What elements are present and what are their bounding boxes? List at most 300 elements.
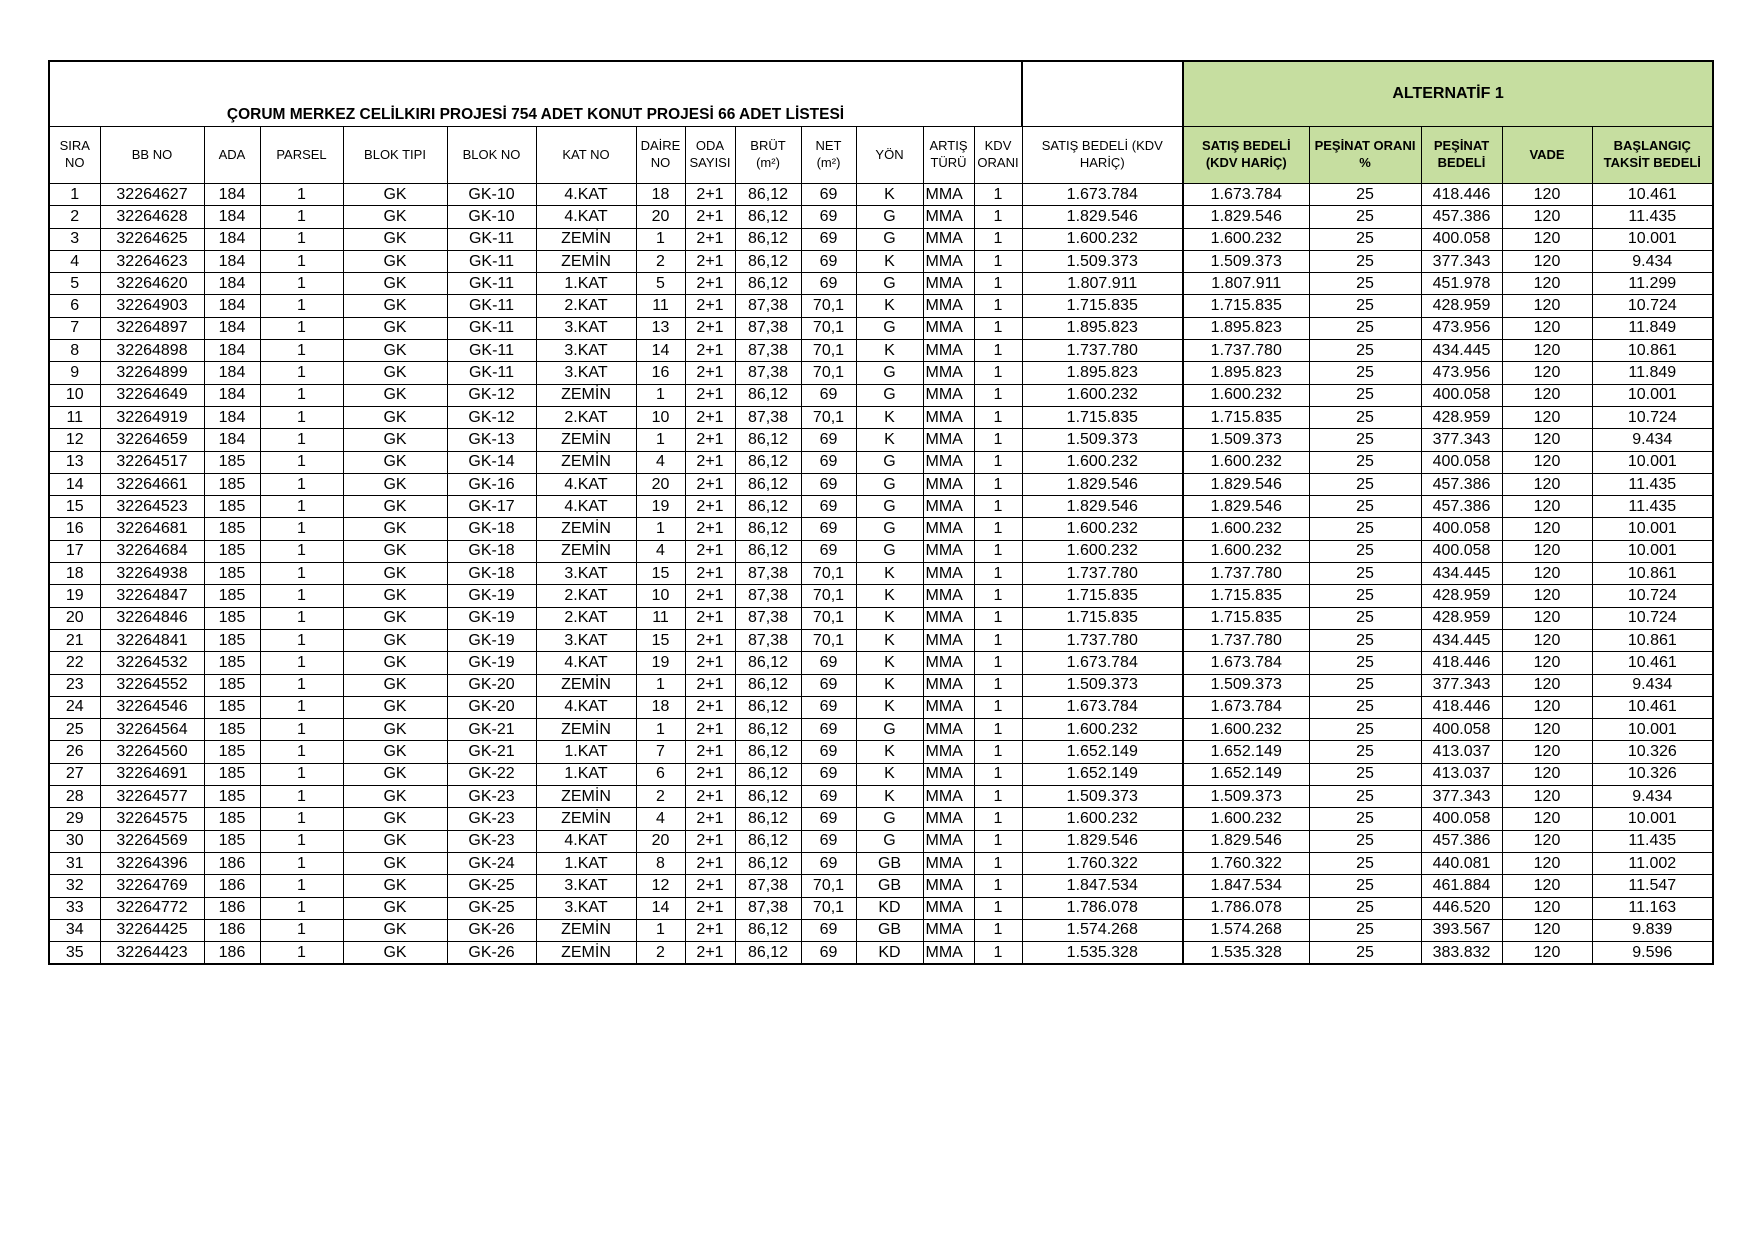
cell-alt-satis-bedeli: 1.847.534	[1183, 875, 1309, 897]
cell-vade: 120	[1502, 451, 1592, 473]
cell-kat-no: 2.KAT	[536, 585, 636, 607]
cell-artis-turu: MMA	[923, 919, 974, 941]
cell-yon: G	[856, 206, 923, 228]
cell-pesinat-orani: 25	[1309, 451, 1421, 473]
title-row	[49, 61, 1713, 127]
cell-vade: 120	[1502, 585, 1592, 607]
cell-vade: 120	[1502, 741, 1592, 763]
cell-pesinat-bedeli: 418.446	[1421, 652, 1502, 674]
cell-sira-no: 18	[49, 563, 100, 585]
cell-net: 70,1	[801, 406, 856, 428]
cell-oda-sayisi: 2+1	[685, 763, 735, 785]
table-row	[49, 763, 1713, 785]
cell-vade: 120	[1502, 206, 1592, 228]
table-row	[49, 384, 1713, 406]
sheet-title: ÇORUM MERKEZ CELİLKIRI PROJESİ 754 ADET KONUT PROJESİ 66 ADET LİSTESİ	[49, 61, 1022, 127]
cell-satis-bedeli: 1.895.823	[1022, 362, 1183, 384]
cell-blok-tipi: GK	[343, 340, 447, 362]
cell-blok-no: GK-22	[447, 763, 536, 785]
cell-daire-no: 7	[636, 741, 685, 763]
table-row	[49, 919, 1713, 941]
cell-brut: 86,12	[735, 942, 801, 965]
cell-oda-sayisi: 2+1	[685, 317, 735, 339]
cell-baslangic-taksit: 11.849	[1592, 317, 1713, 339]
header-brut: BRÜT (m²)	[735, 127, 801, 184]
cell-pesinat-orani: 25	[1309, 228, 1421, 250]
cell-oda-sayisi: 2+1	[685, 362, 735, 384]
cell-net: 69	[801, 540, 856, 562]
cell-blok-no: GK-18	[447, 540, 536, 562]
cell-brut: 86,12	[735, 206, 801, 228]
cell-parsel: 1	[260, 942, 343, 965]
cell-oda-sayisi: 2+1	[685, 451, 735, 473]
cell-artis-turu: MMA	[923, 763, 974, 785]
cell-blok-tipi: GK	[343, 295, 447, 317]
cell-net: 69	[801, 206, 856, 228]
cell-parsel: 1	[260, 429, 343, 451]
cell-artis-turu: MMA	[923, 250, 974, 272]
cell-yon: K	[856, 696, 923, 718]
cell-blok-tipi: GK	[343, 496, 447, 518]
cell-blok-no: GK-11	[447, 317, 536, 339]
cell-daire-no: 10	[636, 406, 685, 428]
cell-brut: 86,12	[735, 696, 801, 718]
cell-oda-sayisi: 2+1	[685, 540, 735, 562]
cell-ada: 184	[204, 228, 260, 250]
cell-ada: 185	[204, 496, 260, 518]
cell-satis-bedeli: 1.509.373	[1022, 674, 1183, 696]
cell-kat-no: 3.KAT	[536, 340, 636, 362]
cell-artis-turu: MMA	[923, 652, 974, 674]
cell-kat-no: 2.KAT	[536, 406, 636, 428]
cell-oda-sayisi: 2+1	[685, 273, 735, 295]
cell-baslangic-taksit: 9.434	[1592, 786, 1713, 808]
cell-vade: 120	[1502, 250, 1592, 272]
cell-daire-no: 19	[636, 496, 685, 518]
cell-brut: 86,12	[735, 184, 801, 206]
table-row	[49, 540, 1713, 562]
cell-baslangic-taksit: 11.849	[1592, 362, 1713, 384]
cell-yon: K	[856, 741, 923, 763]
cell-oda-sayisi: 2+1	[685, 563, 735, 585]
cell-pesinat-bedeli: 377.343	[1421, 250, 1502, 272]
cell-bb-no: 32264903	[100, 295, 204, 317]
cell-artis-turu: MMA	[923, 741, 974, 763]
cell-pesinat-orani: 25	[1309, 696, 1421, 718]
cell-kat-no: ZEMİN	[536, 808, 636, 830]
cell-vade: 120	[1502, 228, 1592, 250]
cell-bb-no: 32264546	[100, 696, 204, 718]
table-row	[49, 518, 1713, 540]
cell-kdv-orani: 1	[974, 897, 1022, 919]
cell-oda-sayisi: 2+1	[685, 340, 735, 362]
cell-daire-no: 1	[636, 719, 685, 741]
cell-brut: 86,12	[735, 496, 801, 518]
cell-daire-no: 11	[636, 295, 685, 317]
cell-artis-turu: MMA	[923, 942, 974, 965]
table-row	[49, 273, 1713, 295]
cell-pesinat-orani: 25	[1309, 473, 1421, 495]
cell-blok-tipi: GK	[343, 652, 447, 674]
cell-artis-turu: MMA	[923, 607, 974, 629]
cell-satis-bedeli: 1.829.546	[1022, 473, 1183, 495]
cell-blok-tipi: GK	[343, 384, 447, 406]
cell-alt-satis-bedeli: 1.673.784	[1183, 696, 1309, 718]
cell-vade: 120	[1502, 919, 1592, 941]
cell-blok-tipi: GK	[343, 830, 447, 852]
table-row	[49, 228, 1713, 250]
cell-artis-turu: MMA	[923, 340, 974, 362]
header-kdv-orani: KDV ORANI	[974, 127, 1022, 184]
cell-sira-no: 28	[49, 786, 100, 808]
cell-baslangic-taksit: 9.434	[1592, 674, 1713, 696]
cell-vade: 120	[1502, 406, 1592, 428]
cell-yon: GB	[856, 919, 923, 941]
cell-sira-no: 5	[49, 273, 100, 295]
cell-oda-sayisi: 2+1	[685, 607, 735, 629]
cell-daire-no: 10	[636, 585, 685, 607]
cell-alt-satis-bedeli: 1.715.835	[1183, 607, 1309, 629]
cell-blok-no: GK-18	[447, 563, 536, 585]
cell-oda-sayisi: 2+1	[685, 228, 735, 250]
cell-net: 69	[801, 696, 856, 718]
cell-vade: 120	[1502, 629, 1592, 651]
cell-net: 69	[801, 518, 856, 540]
cell-parsel: 1	[260, 406, 343, 428]
cell-kat-no: ZEMİN	[536, 451, 636, 473]
cell-bb-no: 32264938	[100, 563, 204, 585]
cell-blok-no: GK-24	[447, 852, 536, 874]
cell-yon: K	[856, 629, 923, 651]
cell-bb-no: 32264577	[100, 786, 204, 808]
cell-yon: G	[856, 540, 923, 562]
cell-vade: 120	[1502, 786, 1592, 808]
cell-kat-no: 4.KAT	[536, 184, 636, 206]
title-blank-cell	[1022, 61, 1183, 127]
cell-blok-no: GK-21	[447, 741, 536, 763]
cell-blok-tipi: GK	[343, 629, 447, 651]
cell-kat-no: 3.KAT	[536, 875, 636, 897]
cell-artis-turu: MMA	[923, 629, 974, 651]
cell-net: 70,1	[801, 897, 856, 919]
cell-oda-sayisi: 2+1	[685, 406, 735, 428]
cell-net: 69	[801, 763, 856, 785]
cell-parsel: 1	[260, 228, 343, 250]
cell-blok-no: GK-18	[447, 518, 536, 540]
cell-kat-no: ZEMİN	[536, 919, 636, 941]
header-blok-no: BLOK NO	[447, 127, 536, 184]
cell-artis-turu: MMA	[923, 518, 974, 540]
cell-kdv-orani: 1	[974, 429, 1022, 451]
cell-oda-sayisi: 2+1	[685, 875, 735, 897]
table-row	[49, 696, 1713, 718]
cell-sira-no: 11	[49, 406, 100, 428]
cell-pesinat-bedeli: 400.058	[1421, 451, 1502, 473]
cell-kdv-orani: 1	[974, 250, 1022, 272]
cell-artis-turu: MMA	[923, 696, 974, 718]
cell-alt-satis-bedeli: 1.509.373	[1183, 429, 1309, 451]
cell-bb-no: 32264517	[100, 451, 204, 473]
cell-satis-bedeli: 1.600.232	[1022, 228, 1183, 250]
cell-alt-satis-bedeli: 1.829.546	[1183, 206, 1309, 228]
cell-ada: 185	[204, 741, 260, 763]
cell-pesinat-bedeli: 446.520	[1421, 897, 1502, 919]
cell-bb-no: 32264564	[100, 719, 204, 741]
cell-pesinat-bedeli: 428.959	[1421, 607, 1502, 629]
cell-bb-no: 32264769	[100, 875, 204, 897]
cell-sira-no: 19	[49, 585, 100, 607]
cell-satis-bedeli: 1.652.149	[1022, 763, 1183, 785]
cell-pesinat-bedeli: 457.386	[1421, 496, 1502, 518]
cell-ada: 184	[204, 184, 260, 206]
cell-pesinat-bedeli: 400.058	[1421, 384, 1502, 406]
cell-net: 69	[801, 674, 856, 696]
cell-sira-no: 20	[49, 607, 100, 629]
cell-blok-tipi: GK	[343, 875, 447, 897]
cell-blok-tipi: GK	[343, 852, 447, 874]
header-pesinat-orani: PEŞİNAT ORANI %	[1309, 127, 1421, 184]
cell-sira-no: 1	[49, 184, 100, 206]
cell-brut: 86,12	[735, 852, 801, 874]
cell-kat-no: ZEMİN	[536, 719, 636, 741]
cell-yon: G	[856, 473, 923, 495]
cell-ada: 184	[204, 206, 260, 228]
cell-baslangic-taksit: 10.461	[1592, 652, 1713, 674]
cell-kdv-orani: 1	[974, 295, 1022, 317]
cell-alt-satis-bedeli: 1.715.835	[1183, 406, 1309, 428]
table-row	[49, 429, 1713, 451]
cell-ada: 184	[204, 295, 260, 317]
cell-net: 69	[801, 942, 856, 965]
table-row	[49, 496, 1713, 518]
cell-kdv-orani: 1	[974, 808, 1022, 830]
cell-blok-tipi: GK	[343, 273, 447, 295]
cell-pesinat-orani: 25	[1309, 295, 1421, 317]
cell-oda-sayisi: 2+1	[685, 897, 735, 919]
cell-kat-no: ZEMİN	[536, 250, 636, 272]
header-kat-no: KAT NO	[536, 127, 636, 184]
cell-kat-no: ZEMİN	[536, 228, 636, 250]
cell-alt-satis-bedeli: 1.829.546	[1183, 496, 1309, 518]
cell-ada: 185	[204, 540, 260, 562]
cell-bb-no: 32264772	[100, 897, 204, 919]
cell-satis-bedeli: 1.600.232	[1022, 518, 1183, 540]
cell-blok-no: GK-19	[447, 607, 536, 629]
cell-blok-no: GK-13	[447, 429, 536, 451]
cell-pesinat-orani: 25	[1309, 942, 1421, 965]
cell-pesinat-orani: 25	[1309, 741, 1421, 763]
cell-baslangic-taksit: 10.861	[1592, 340, 1713, 362]
cell-pesinat-orani: 25	[1309, 384, 1421, 406]
cell-vade: 120	[1502, 384, 1592, 406]
cell-sira-no: 7	[49, 317, 100, 339]
cell-brut: 86,12	[735, 719, 801, 741]
cell-net: 70,1	[801, 340, 856, 362]
cell-pesinat-orani: 25	[1309, 317, 1421, 339]
cell-artis-turu: MMA	[923, 473, 974, 495]
cell-blok-no: GK-25	[447, 897, 536, 919]
cell-parsel: 1	[260, 362, 343, 384]
cell-satis-bedeli: 1.673.784	[1022, 696, 1183, 718]
cell-net: 70,1	[801, 875, 856, 897]
cell-vade: 120	[1502, 496, 1592, 518]
cell-kat-no: 4.KAT	[536, 206, 636, 228]
cell-sira-no: 34	[49, 919, 100, 941]
cell-oda-sayisi: 2+1	[685, 585, 735, 607]
cell-alt-satis-bedeli: 1.829.546	[1183, 830, 1309, 852]
cell-ada: 185	[204, 696, 260, 718]
cell-pesinat-orani: 25	[1309, 808, 1421, 830]
cell-kat-no: 4.KAT	[536, 473, 636, 495]
cell-parsel: 1	[260, 563, 343, 585]
cell-baslangic-taksit: 10.724	[1592, 585, 1713, 607]
cell-parsel: 1	[260, 852, 343, 874]
cell-sira-no: 31	[49, 852, 100, 874]
cell-alt-satis-bedeli: 1.652.149	[1183, 741, 1309, 763]
cell-oda-sayisi: 2+1	[685, 429, 735, 451]
cell-satis-bedeli: 1.509.373	[1022, 429, 1183, 451]
cell-vade: 120	[1502, 340, 1592, 362]
cell-ada: 185	[204, 830, 260, 852]
cell-ada: 186	[204, 897, 260, 919]
cell-baslangic-taksit: 10.001	[1592, 228, 1713, 250]
cell-kdv-orani: 1	[974, 741, 1022, 763]
cell-vade: 120	[1502, 273, 1592, 295]
cell-baslangic-taksit: 10.001	[1592, 518, 1713, 540]
table-row	[49, 875, 1713, 897]
cell-blok-no: GK-21	[447, 719, 536, 741]
cell-kat-no: ZEMİN	[536, 540, 636, 562]
cell-baslangic-taksit: 9.596	[1592, 942, 1713, 965]
cell-satis-bedeli: 1.652.149	[1022, 741, 1183, 763]
cell-bb-no: 32264569	[100, 830, 204, 852]
cell-yon: G	[856, 808, 923, 830]
cell-pesinat-bedeli: 428.959	[1421, 295, 1502, 317]
cell-ada: 184	[204, 340, 260, 362]
cell-yon: G	[856, 830, 923, 852]
cell-blok-tipi: GK	[343, 563, 447, 585]
cell-ada: 184	[204, 250, 260, 272]
cell-bb-no: 32264847	[100, 585, 204, 607]
cell-daire-no: 12	[636, 875, 685, 897]
cell-brut: 87,38	[735, 317, 801, 339]
cell-kat-no: ZEMİN	[536, 942, 636, 965]
cell-pesinat-bedeli: 377.343	[1421, 429, 1502, 451]
cell-parsel: 1	[260, 518, 343, 540]
header-net: NET (m²)	[801, 127, 856, 184]
cell-baslangic-taksit: 10.326	[1592, 763, 1713, 785]
cell-vade: 120	[1502, 473, 1592, 495]
cell-daire-no: 4	[636, 540, 685, 562]
cell-artis-turu: MMA	[923, 563, 974, 585]
cell-parsel: 1	[260, 384, 343, 406]
header-blok-tipi: BLOK TIPI	[343, 127, 447, 184]
cell-daire-no: 1	[636, 384, 685, 406]
cell-sira-no: 29	[49, 808, 100, 830]
cell-pesinat-bedeli: 434.445	[1421, 340, 1502, 362]
cell-satis-bedeli: 1.673.784	[1022, 184, 1183, 206]
cell-blok-no: GK-11	[447, 250, 536, 272]
cell-sira-no: 15	[49, 496, 100, 518]
cell-brut: 86,12	[735, 741, 801, 763]
cell-baslangic-taksit: 11.435	[1592, 496, 1713, 518]
cell-vade: 120	[1502, 563, 1592, 585]
cell-kat-no: ZEMİN	[536, 429, 636, 451]
cell-kdv-orani: 1	[974, 451, 1022, 473]
cell-satis-bedeli: 1.737.780	[1022, 563, 1183, 585]
cell-blok-no: GK-19	[447, 629, 536, 651]
cell-alt-satis-bedeli: 1.509.373	[1183, 674, 1309, 696]
cell-parsel: 1	[260, 674, 343, 696]
cell-alt-satis-bedeli: 1.600.232	[1183, 540, 1309, 562]
cell-artis-turu: MMA	[923, 786, 974, 808]
cell-net: 69	[801, 184, 856, 206]
cell-baslangic-taksit: 10.461	[1592, 696, 1713, 718]
cell-parsel: 1	[260, 295, 343, 317]
cell-blok-tipi: GK	[343, 362, 447, 384]
table-row	[49, 652, 1713, 674]
cell-pesinat-bedeli: 457.386	[1421, 830, 1502, 852]
cell-kdv-orani: 1	[974, 852, 1022, 874]
cell-satis-bedeli: 1.760.322	[1022, 852, 1183, 874]
cell-blok-tipi: GK	[343, 786, 447, 808]
cell-satis-bedeli: 1.600.232	[1022, 808, 1183, 830]
cell-yon: G	[856, 384, 923, 406]
cell-blok-tipi: GK	[343, 429, 447, 451]
cell-baslangic-taksit: 10.001	[1592, 808, 1713, 830]
cell-oda-sayisi: 2+1	[685, 808, 735, 830]
cell-satis-bedeli: 1.737.780	[1022, 629, 1183, 651]
cell-brut: 86,12	[735, 540, 801, 562]
header-satis-bedeli: SATIŞ BEDELİ (KDV HARİÇ)	[1022, 127, 1183, 184]
cell-baslangic-taksit: 10.724	[1592, 295, 1713, 317]
cell-daire-no: 18	[636, 696, 685, 718]
cell-pesinat-orani: 25	[1309, 406, 1421, 428]
cell-pesinat-bedeli: 400.058	[1421, 808, 1502, 830]
cell-net: 69	[801, 741, 856, 763]
header-oda-sayisi: ODA SAYISI	[685, 127, 735, 184]
header-daire-no: DAİRE NO	[636, 127, 685, 184]
cell-kat-no: 4.KAT	[536, 830, 636, 852]
table-row	[49, 585, 1713, 607]
cell-parsel: 1	[260, 585, 343, 607]
cell-yon: K	[856, 429, 923, 451]
cell-pesinat-orani: 25	[1309, 563, 1421, 585]
cell-vade: 120	[1502, 429, 1592, 451]
cell-sira-no: 8	[49, 340, 100, 362]
table-row	[49, 629, 1713, 651]
cell-blok-no: GK-10	[447, 206, 536, 228]
cell-ada: 186	[204, 942, 260, 965]
cell-daire-no: 5	[636, 273, 685, 295]
cell-artis-turu: MMA	[923, 585, 974, 607]
cell-net: 69	[801, 384, 856, 406]
cell-pesinat-bedeli: 434.445	[1421, 563, 1502, 585]
table-row	[49, 719, 1713, 741]
cell-bb-no: 32264625	[100, 228, 204, 250]
cell-pesinat-orani: 25	[1309, 719, 1421, 741]
cell-sira-no: 27	[49, 763, 100, 785]
cell-alt-satis-bedeli: 1.509.373	[1183, 250, 1309, 272]
cell-blok-tipi: GK	[343, 674, 447, 696]
cell-pesinat-orani: 25	[1309, 429, 1421, 451]
cell-brut: 86,12	[735, 451, 801, 473]
cell-pesinat-bedeli: 393.567	[1421, 919, 1502, 941]
cell-pesinat-orani: 25	[1309, 518, 1421, 540]
cell-sira-no: 24	[49, 696, 100, 718]
cell-yon: GB	[856, 875, 923, 897]
cell-sira-no: 10	[49, 384, 100, 406]
